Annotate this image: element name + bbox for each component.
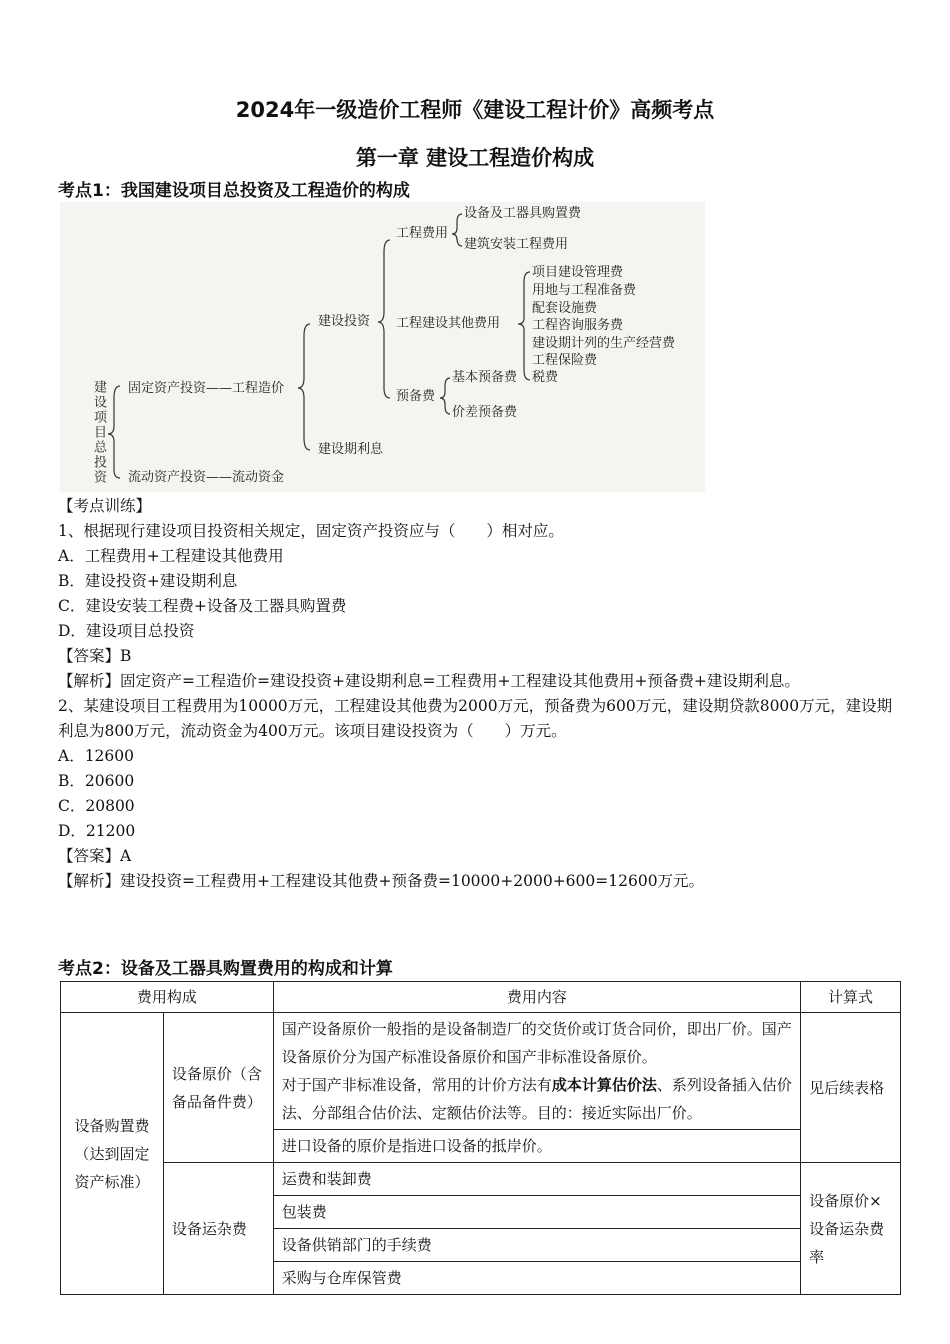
header-cell: 费用构成 [61, 982, 274, 1013]
training-heading: 【考点训练】 [58, 497, 152, 515]
section-heading-2: 考点2：设备及工器具购置费用的构成和计算 [58, 959, 393, 979]
q2-option-c: C．20800 [58, 797, 135, 815]
orig-content-1: 国产设备原价一般指的是设备制造厂的交货价或订货合同价，即出厂价。国产设备原价分为国产标准设备原价和国产非标准设备原价。 [281, 1020, 792, 1066]
q1-option-a: A．工程费用+工程建设其他费用 [58, 547, 284, 565]
trans-cell: 设备运杂费 [163, 1163, 273, 1295]
other-item-4: 建设期计列的生产经营费 [532, 336, 676, 351]
q1-option-c: C．建设安装工程费+设备及工器具购置费 [58, 597, 347, 615]
q1-option-d: D．建设项目总投资 [58, 622, 195, 640]
q2-option-d: D．21200 [58, 822, 136, 840]
other-item-6: 税费 [532, 370, 559, 385]
invest-bracket [378, 240, 390, 398]
eng-fee-bracket [452, 214, 462, 246]
table-header-row [61, 982, 901, 1013]
investment-structure-diagram [60, 202, 705, 492]
table-row [61, 1163, 901, 1196]
content-cell: 运费和装卸费 [273, 1163, 800, 1196]
content-cell [273, 1013, 800, 1130]
other-item-0: 项目建设管理费 [532, 265, 624, 280]
other-fee-bracket [518, 272, 530, 380]
question-2: 2、某建设项目工程费用为10000万元，工程建设其他费为2000万元，预备费为600万元，建设期贷款8000万元，建设期利息为800万元，流动资金为400万元。该项目建设投资为（ ）万元。 [58, 697, 893, 740]
section-heading-1: 考点1：我国建设项目总投资及工程造价的构成 [58, 181, 410, 201]
header-cell: 计算式 [801, 982, 901, 1013]
reserve-bracket [440, 378, 450, 414]
install-fee-label: 建筑安装工程费用 [464, 237, 569, 252]
other-item-3: 工程咨询服务费 [532, 318, 624, 333]
eng-fee-label: 工程费用 [396, 226, 449, 241]
content-cell: 设备供销部门的手续费 [273, 1229, 800, 1262]
basic-reserve-label: 基本预备费 [452, 370, 518, 385]
group-cell: 设备购置费（达到固定资产标准） [61, 1013, 164, 1295]
invest-label: 建设投资 [318, 314, 371, 329]
reserve-label: 预备费 [396, 389, 436, 404]
price-reserve-label: 价差预备费 [452, 405, 518, 420]
chapter-title: 第一章 建设工程造价构成 [355, 146, 595, 170]
q2-explanation: 【解析】建设投资=工程费用+工程建设其他费+预备费=10000+2000+600=12600万元。 [58, 872, 705, 890]
fixed-asset-label: 固定资产投资——工程造价 [128, 381, 285, 396]
orig-content-2c: 、系列设备插入估价法、分部组合估价法、定额估价法等。目的：接近实际出厂价。 [281, 1076, 792, 1122]
q2-answer: 【答案】A [58, 847, 132, 865]
root-label: 建设项目总投资 [91, 380, 106, 485]
orig-content-2b: 成本计算估价法 [551, 1076, 657, 1094]
header-cell: 费用内容 [273, 982, 800, 1013]
other-item-1: 用地与工程准备费 [532, 283, 637, 298]
other-item-5: 工程保险费 [532, 353, 598, 368]
q1-option-b: B．建设投资+建设期利息 [58, 572, 238, 590]
orig-content-2a: 对于国产非标准设备，常用的计价方法有 [281, 1076, 552, 1094]
trans-formula-cell: 设备原价×设备运杂费率 [801, 1163, 901, 1295]
training-block [58, 494, 898, 894]
other-fee-label: 工程建设其他费用 [396, 316, 501, 331]
orig-formula-cell: 见后续表格 [801, 1013, 901, 1163]
equip-fee-label: 设备及工器具购置费 [464, 206, 582, 221]
q1-explanation: 【解析】固定资产=工程造价=建设投资+建设期利息=工程费用+工程建设其他费用+预备费+建设期利息。 [58, 672, 800, 690]
q1-answer: 【答案】B [58, 647, 132, 665]
content-cell: 采购与仓库保管费 [273, 1262, 800, 1295]
q2-option-a: A．12600 [58, 747, 135, 765]
document-title: 2024年一级造价工程师《建设工程计价》高频考点 [235, 98, 715, 122]
content-cell: 包装费 [273, 1196, 800, 1229]
interest-label: 建设期利息 [318, 442, 384, 457]
equipment-fee-table [60, 981, 901, 1295]
q2-option-b: B．20600 [58, 772, 135, 790]
question-1: 1、根据现行建设项目投资相关规定，固定资产投资应与（ ）相对应。 [58, 522, 564, 540]
current-asset-label: 流动资产投资——流动资金 [128, 470, 285, 485]
other-item-2: 配套设施费 [532, 301, 598, 316]
orig-cell: 设备原价（含备品备件费） [163, 1013, 273, 1163]
root-bracket [108, 386, 120, 478]
table-row [61, 1013, 901, 1130]
content-cell: 进口设备的原价是指进口设备的抵岸价。 [273, 1130, 800, 1163]
orig-content-2 [282, 1071, 792, 1127]
fixed-bracket [298, 324, 310, 450]
